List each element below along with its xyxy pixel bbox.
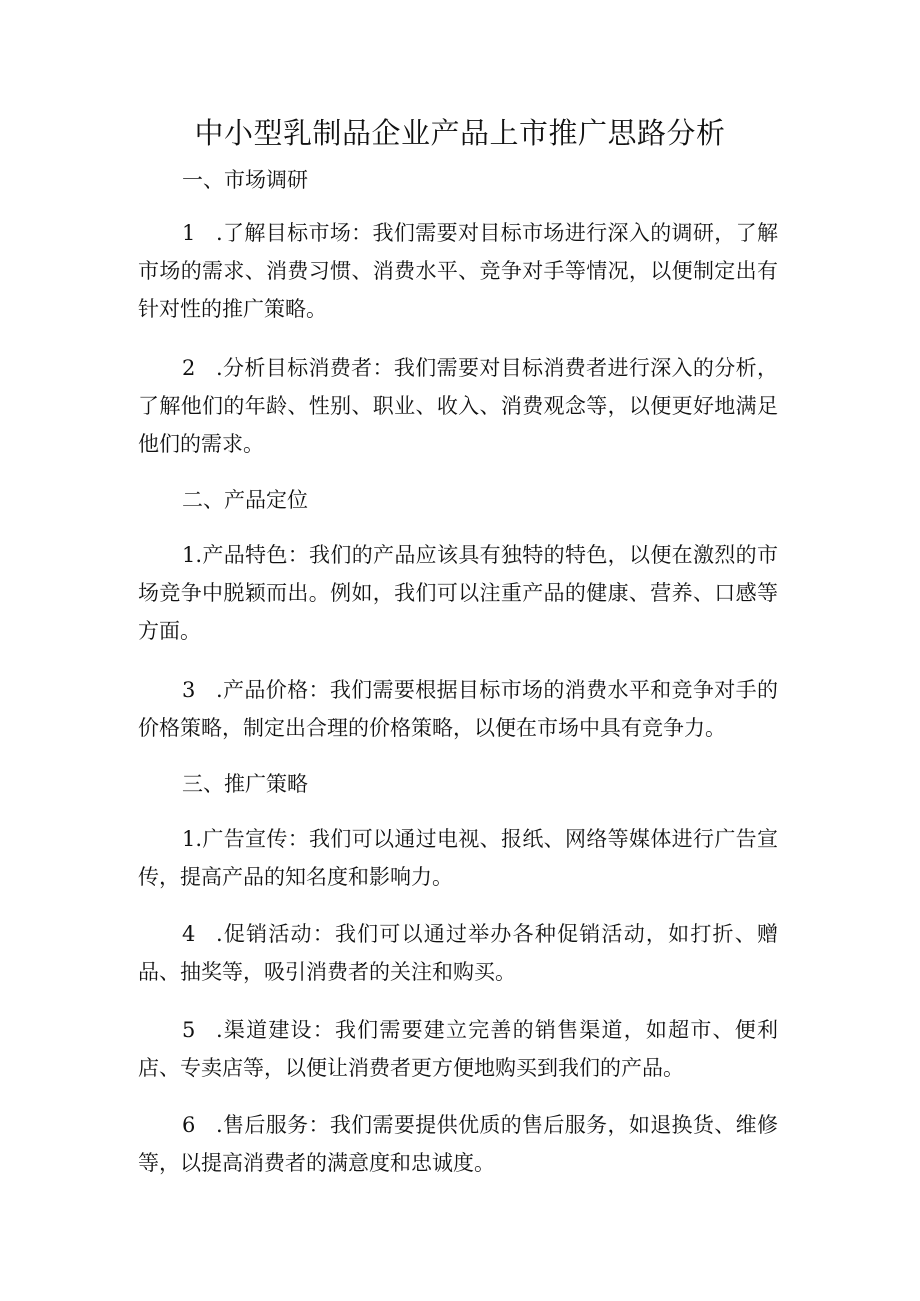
paragraph-3 [138, 536, 778, 650]
paragraph-text: .渠道建设：我们需要建立完善的销售渠道，如超市、便利店、专卖店等，以便让消费者更方便地购买到我们的产品。 [138, 1018, 778, 1080]
section-heading-promotion-strategy: 三、推广策略 [182, 772, 308, 796]
paragraph-1 [138, 214, 778, 328]
paragraph-number: 2 [182, 356, 196, 380]
paragraph-text: 1.广告宣传：我们可以通过电视、报纸、网络等媒体进行广告宣传，提高产品的知名度和影响力。 [138, 827, 778, 889]
paragraph-text: 1.产品特色：我们的产品应该具有独特的特色，以便在激烈的市场竞争中脱颖而出。例如，我们可以注重产品的健康、营养、口感等方面。 [138, 543, 778, 643]
section-heading-market-research: 一、市场调研 [182, 168, 308, 192]
paragraph-2 [138, 349, 778, 463]
paragraph-number: 6 [182, 1113, 196, 1137]
paragraph-text: .售后服务：我们需要提供优质的售后服务，如退换货、维修等，以提高消费者的满意度和忠诚度。 [138, 1113, 778, 1175]
paragraph-4 [138, 671, 778, 747]
paragraph-number: 1 [182, 221, 196, 245]
paragraph-text: .分析目标消费者：我们需要对目标消费者进行深入的分析，了解他们的年龄、性别、职业、收入、消费观念等，以便更好地满足他们的需求。 [138, 356, 778, 456]
section-heading-product-positioning: 二、产品定位 [182, 488, 308, 512]
paragraph-5 [138, 820, 778, 896]
paragraph-text: .产品价格：我们需要根据目标市场的消费水平和竞争对手的价格策略，制定出合理的价格策略，以便在市场中具有竞争力。 [138, 678, 778, 740]
paragraph-number: 5 [182, 1018, 196, 1042]
paragraph-7 [138, 1011, 778, 1087]
paragraph-number: 3 [182, 678, 196, 702]
paragraph-text: .了解目标市场：我们需要对目标市场进行深入的调研，了解市场的需求、消费习惯、消费水平、竞争对手等情况，以便制定出有针对性的推广策略。 [138, 221, 778, 321]
paragraph-number: 4 [182, 922, 196, 946]
paragraph-8 [138, 1106, 778, 1182]
page-title: 中小型乳制品企业产品上市推广思路分析 [194, 116, 726, 150]
paragraph-text: .促销活动：我们可以通过举办各种促销活动，如打折、赠品、抽奖等，吸引消费者的关注和购买。 [138, 922, 778, 984]
paragraph-6 [138, 915, 778, 991]
